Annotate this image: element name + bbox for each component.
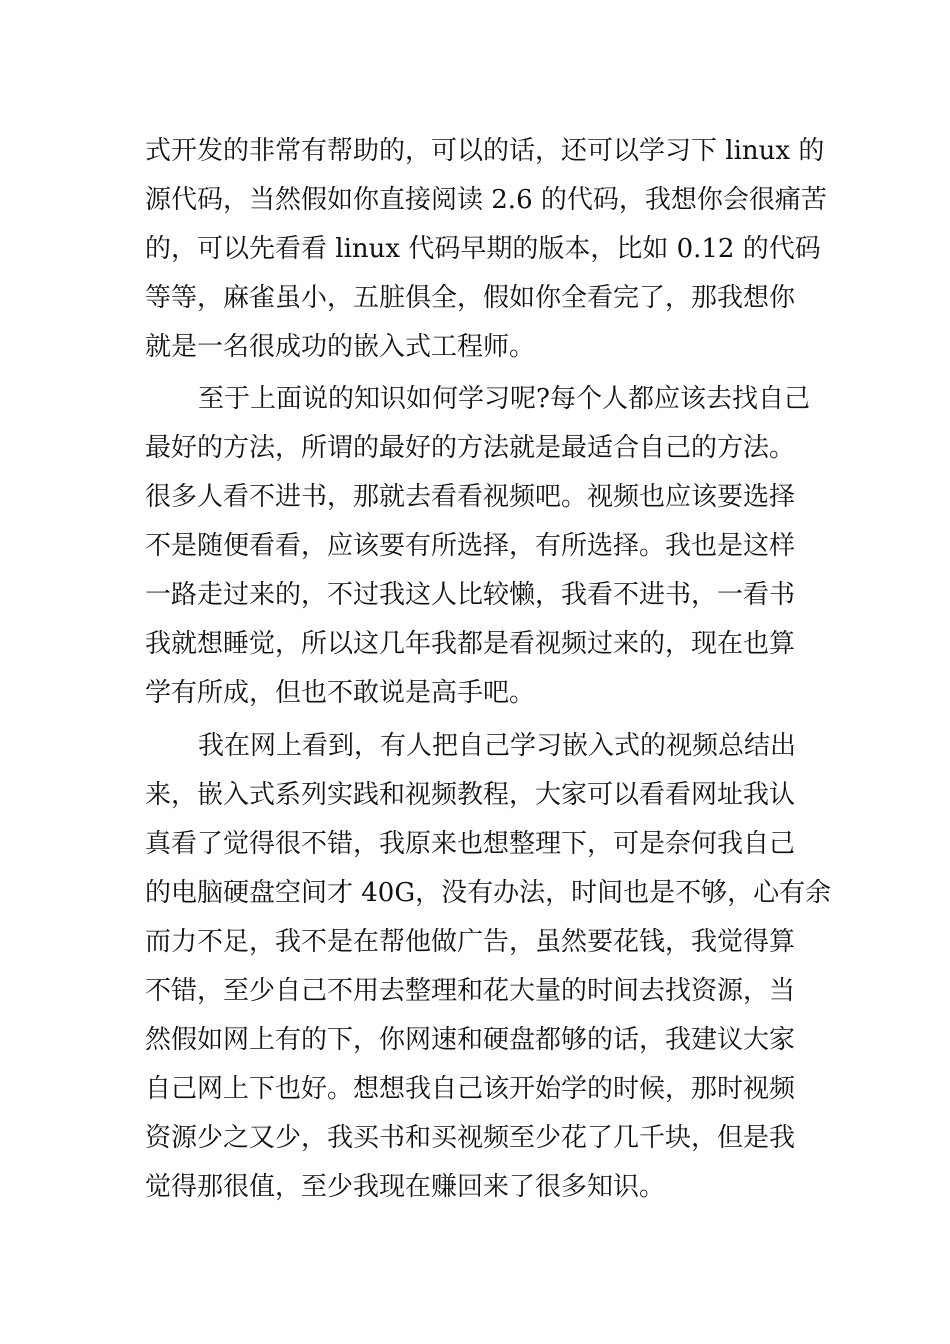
text-line: 式开发的非常有帮助的，可以的话，还可以学习下 linux 的 xyxy=(145,136,825,166)
text-line: 一路走过来的，不过我这人比较懒，我看不进书，一看书 xyxy=(145,580,796,610)
text-line: 最好的方法，所谓的最好的方法就是最适合自己的方法。 xyxy=(145,433,796,463)
text-line: 就是一名很成功的嵌入式工程师。 xyxy=(145,332,536,362)
text-line: 真看了觉得很不错，我原来也想整理下，可是奈何我自己 xyxy=(145,829,796,859)
text-line: 的电脑硬盘空间才 40G，没有办法，时间也是不够，心有余 xyxy=(145,878,832,908)
text-line: 很多人看不进书，那就去看看视频吧。视频也应该要选择 xyxy=(145,482,796,512)
text-line: 我就想睡觉，所以这几年我都是看视频过来的，现在也算 xyxy=(145,629,796,659)
text-line: 等等，麻雀虽小，五脏俱全，假如你全看完了，那我想你 xyxy=(145,283,796,313)
text-line: 资源少之又少，我买书和买视频至少花了几千块，但是我 xyxy=(145,1123,796,1153)
text-line: 自己网上下也好。想想我自己该开始学的时候，那时视频 xyxy=(145,1074,796,1104)
text-line: 而力不足，我不是在帮他做广告，虽然要花钱，我觉得算 xyxy=(145,927,796,957)
text-line: 源代码，当然假如你直接阅读 2.6 的代码，我想你会很痛苦 xyxy=(145,185,827,215)
text-line: 觉得那很值，至少我现在赚回来了很多知识。 xyxy=(145,1172,666,1202)
text-line: 然假如网上有的下，你网速和硬盘都够的话，我建议大家 xyxy=(145,1025,796,1055)
text-line: 至于上面说的知识如何学习呢?每个人都应该去找自己 xyxy=(198,384,810,414)
text-line: 不错，至少自己不用去整理和花大量的时间去找资源，当 xyxy=(145,976,796,1006)
text-line: 来，嵌入式系列实践和视频教程，大家可以看看网址我认 xyxy=(145,780,796,810)
text-line: 我在网上看到，有人把自己学习嵌入式的视频总结出 xyxy=(198,731,797,761)
text-line: 学有所成，但也不敢说是高手吧。 xyxy=(145,678,536,708)
text-line: 不是随便看看，应该要有所选择，有所选择。我也是这样 xyxy=(145,531,796,561)
text-line: 的，可以先看看 linux 代码早期的版本，比如 0.12 的代码 xyxy=(145,234,821,264)
